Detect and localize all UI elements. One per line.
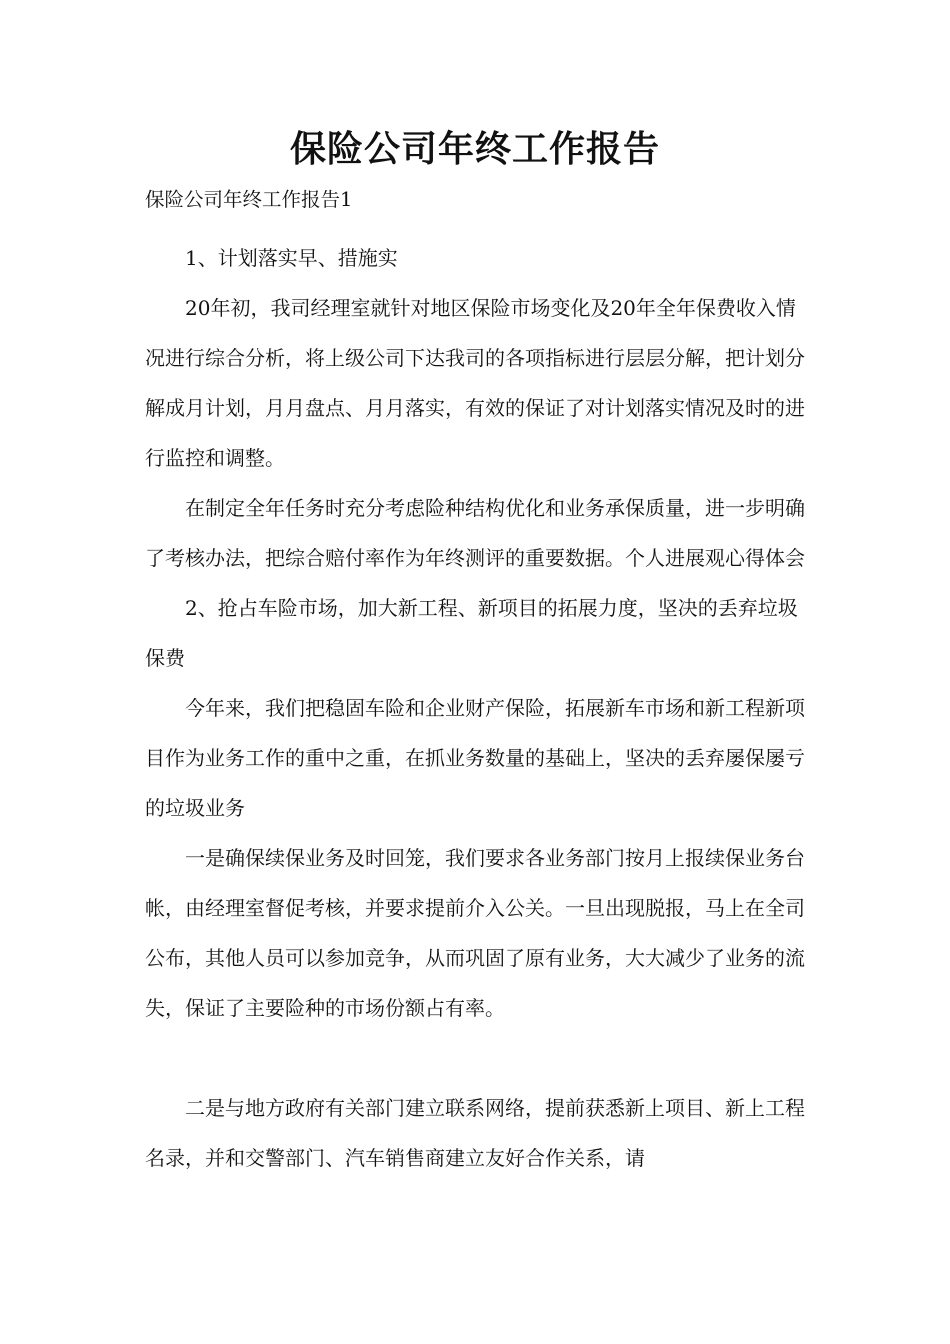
body-paragraph: 一是确保续保业务及时回笼，我们要求各业务部门按月上报续保业务台帐，由经理室督促考核，并要求提前介入公关。一旦出现脱报，马上在全司公布，其他人员可以参加竞争，从而巩固了原有业务，大大减少了业务的流失，保证了主要险种的市场份额占有率。: [145, 846, 805, 1020]
body-paragraph: 今年来，我们把稳固车险和企业财产保险，拓展新车市场和新工程新项目作为业务工作的重中之重，在抓业务数量的基础上，坚决的丢弃屡保屡亏的垃圾业务: [145, 696, 805, 820]
paragraph-gap: [145, 1033, 810, 1083]
section-heading-2: 2、抢占车险市场，加大新工程、新项目的拓展力度，坚决的丢弃垃圾保费: [145, 596, 798, 670]
document-title: 保险公司年终工作报告: [289, 129, 660, 170]
body-paragraph: 二是与地方政府有关部门建立联系网络，提前获悉新上项目、新上工程名录，并和交警部门、汽车销售商建立友好合作关系，请: [145, 1096, 805, 1170]
document-subtitle: 保险公司年终工作报告1: [145, 188, 353, 211]
body-paragraph: 20年初，我司经理室就针对地区保险市场变化及20年全年保费收入情况进行综合分析，将上级公司下达我司的各项指标进行层层分解，把计划分解成月计划，月月盘点、月月落实，有效的保证了对计划落实情况及时的进行监控和调整。: [145, 296, 805, 470]
section-heading-1: 1、计划落实早、措施实: [185, 246, 398, 270]
body-paragraph: 在制定全年任务时充分考虑险种结构优化和业务承保质量，进一步明确了考核办法，把综合赔付率作为年终测评的重要数据。个人进展观心得体会: [145, 496, 805, 570]
document-body: [145, 233, 810, 1183]
